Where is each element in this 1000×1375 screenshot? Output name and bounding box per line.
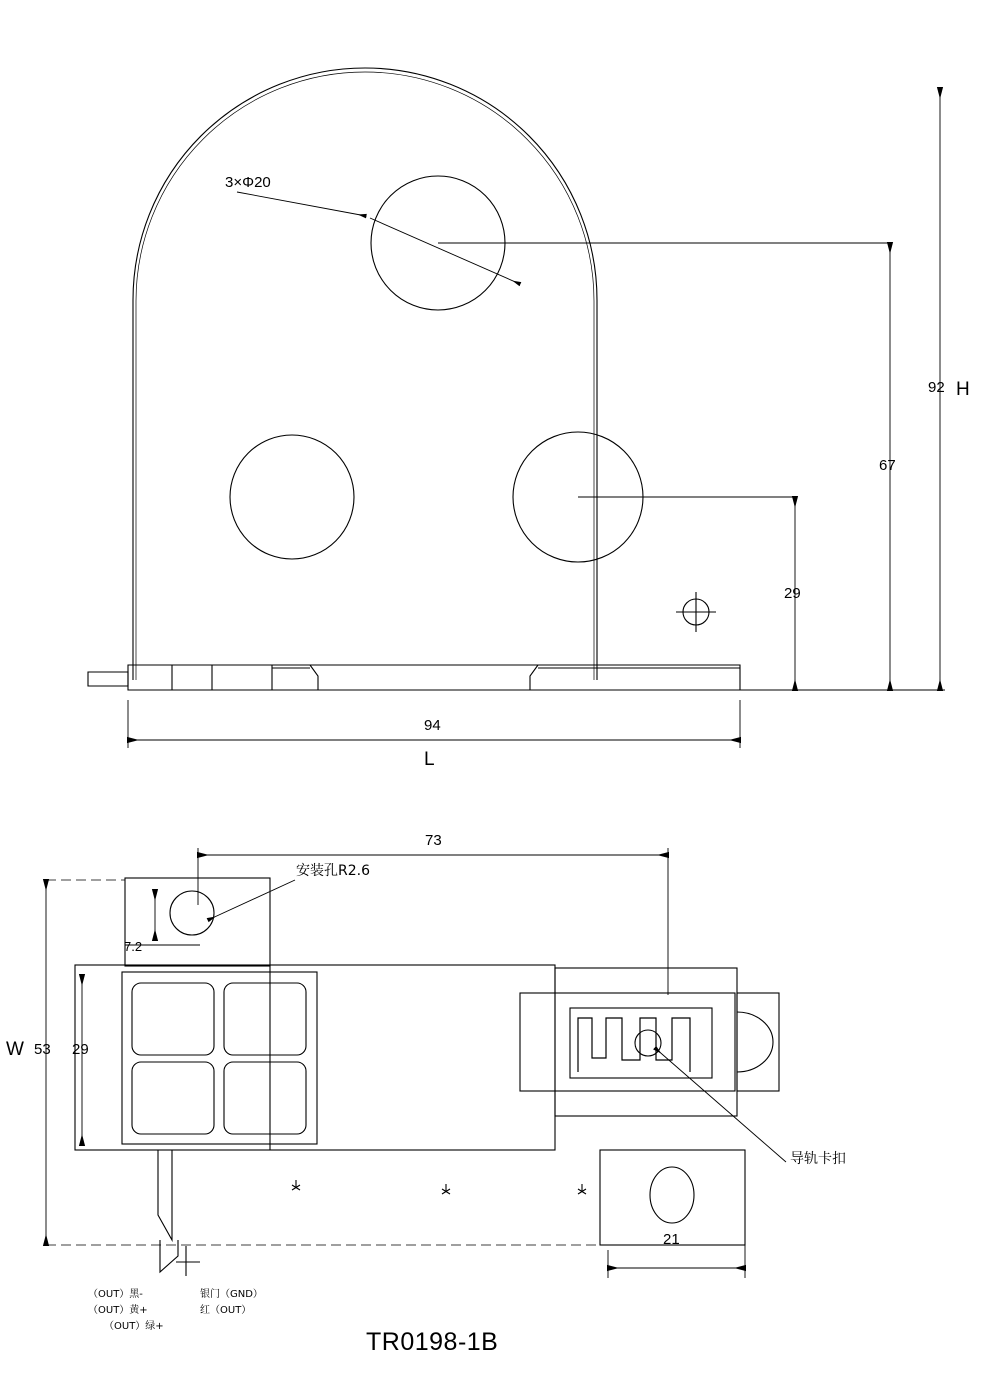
top-view-geometry (75, 878, 779, 1276)
legend-out-red: 红（OUT） (200, 1305, 252, 1316)
dim-width-total: 94 (424, 717, 441, 734)
legend-out-yellow: （OUT）黄+ (88, 1305, 148, 1316)
dim-height-mid: 67 (879, 457, 896, 474)
dim-height-total-letter: H (956, 379, 970, 400)
dim-width-letter: W (6, 1039, 24, 1060)
legend-out-green: （OUT）绿+ (104, 1321, 164, 1332)
legend-out-black: （OUT）黑- (88, 1289, 143, 1300)
top-view-centerlines (46, 880, 600, 1245)
dim-width-53: 53 (34, 1041, 51, 1058)
drawing-title: TR0198-1B (366, 1328, 499, 1356)
dim-length-21: 21 (663, 1231, 680, 1248)
dim-offset-7-2: 7.2 (124, 939, 143, 954)
label-rail-clip: 导轨卡扣 (790, 1151, 846, 1167)
front-view-geometry (88, 68, 740, 690)
top-view-dimensions (46, 848, 786, 1278)
legend-shield-gnd: 银门（GND） (200, 1289, 263, 1300)
dim-length-73: 73 (425, 832, 442, 849)
label-mount-hole: 安装孔R2.6 (296, 863, 370, 879)
dim-height-low: 29 (784, 585, 801, 602)
dim-width-total-letter: L (424, 749, 435, 770)
dim-height-total: 92 (928, 379, 945, 396)
dim-width-29: 29 (72, 1041, 89, 1058)
dim-hole-callout: 3×Φ20 (225, 174, 271, 191)
